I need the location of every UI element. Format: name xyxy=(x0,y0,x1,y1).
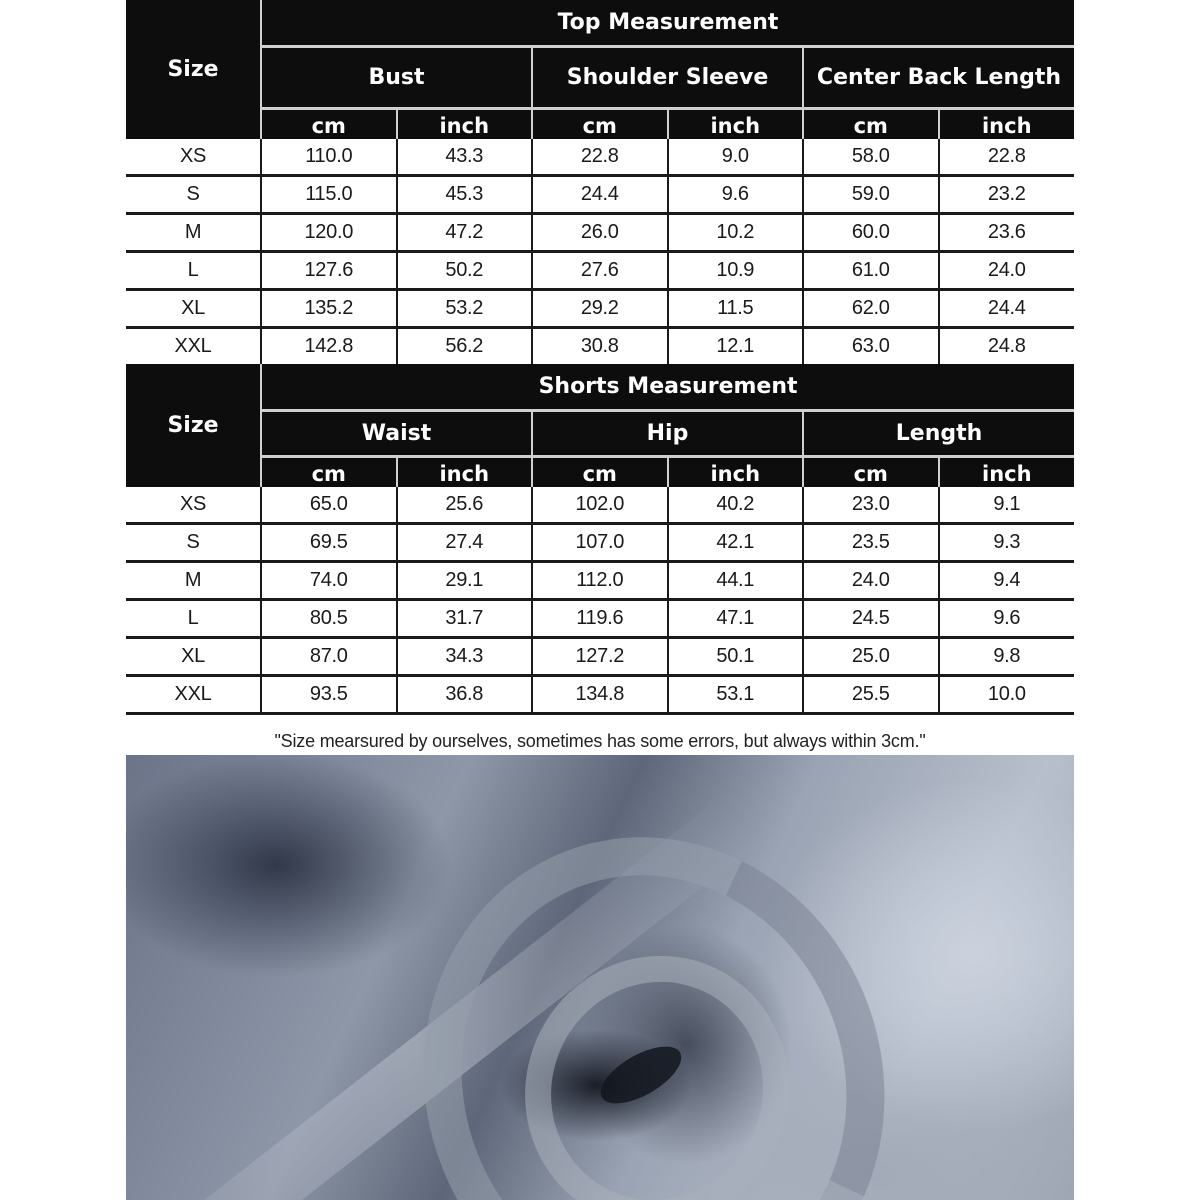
table-row xyxy=(126,638,1074,676)
table-cell: 10.0 xyxy=(939,676,1075,714)
table-cell: 9.6 xyxy=(668,176,804,214)
table-cell: 9.6 xyxy=(939,600,1075,638)
unit-header: inch xyxy=(397,457,533,488)
size-label: L xyxy=(126,252,261,290)
unit-header: cm xyxy=(261,109,397,140)
table-cell: 31.7 xyxy=(397,600,533,638)
table-row xyxy=(126,214,1074,252)
table-cell: 9.8 xyxy=(939,638,1075,676)
unit-header: cm xyxy=(532,457,668,488)
table-row xyxy=(126,252,1074,290)
table-cell: 119.6 xyxy=(532,600,668,638)
shorts-measurement-table xyxy=(126,364,1074,715)
measurement-disclaimer: "Size mearsured by ourselves, sometimes has some errors, but always within 3cm." xyxy=(274,731,926,751)
size-label: XL xyxy=(126,638,261,676)
table-cell: 45.3 xyxy=(397,176,533,214)
size-label: XS xyxy=(126,487,261,524)
top-measurement-table xyxy=(126,0,1074,364)
table-cell: 10.2 xyxy=(668,214,804,252)
table-cell: 27.4 xyxy=(397,524,533,562)
table-cell: 24.4 xyxy=(939,290,1075,328)
unit-header: cm xyxy=(803,109,939,140)
unit-header: cm xyxy=(532,109,668,140)
table-cell: 24.0 xyxy=(803,562,939,600)
group-header-bust: Bust xyxy=(261,47,532,109)
table-cell: 80.5 xyxy=(261,600,397,638)
table-cell: 56.2 xyxy=(397,328,533,365)
table-cell: 24.5 xyxy=(803,600,939,638)
table-cell: 102.0 xyxy=(532,487,668,524)
table-row xyxy=(126,524,1074,562)
table-cell: 10.9 xyxy=(668,252,804,290)
table-cell: 44.1 xyxy=(668,562,804,600)
table-cell: 26.0 xyxy=(532,214,668,252)
size-column-header: Size xyxy=(126,0,261,139)
unit-header: cm xyxy=(261,457,397,488)
table-row xyxy=(126,176,1074,214)
table-cell: 22.8 xyxy=(939,139,1075,176)
table-cell: 110.0 xyxy=(261,139,397,176)
group-header-length: Length xyxy=(803,411,1074,457)
fabric-photo xyxy=(126,755,1074,1200)
table-cell: 25.0 xyxy=(803,638,939,676)
table-title: Shorts Measurement xyxy=(261,364,1074,411)
size-label: XL xyxy=(126,290,261,328)
table-cell: 23.2 xyxy=(939,176,1075,214)
table-cell: 74.0 xyxy=(261,562,397,600)
table-cell: 69.5 xyxy=(261,524,397,562)
table-cell: 30.8 xyxy=(532,328,668,365)
table-cell: 9.4 xyxy=(939,562,1075,600)
table-cell: 142.8 xyxy=(261,328,397,365)
table-cell: 42.1 xyxy=(668,524,804,562)
table-cell: 120.0 xyxy=(261,214,397,252)
table-row xyxy=(126,487,1074,524)
size-label: M xyxy=(126,214,261,252)
table-cell: 127.6 xyxy=(261,252,397,290)
table-row xyxy=(126,328,1074,365)
table-cell: 24.0 xyxy=(939,252,1075,290)
unit-header: inch xyxy=(939,109,1075,140)
table-cell: 47.2 xyxy=(397,214,533,252)
table-cell: 29.2 xyxy=(532,290,668,328)
table-cell: 59.0 xyxy=(803,176,939,214)
table-cell: 115.0 xyxy=(261,176,397,214)
table-cell: 24.4 xyxy=(532,176,668,214)
table-cell: 22.8 xyxy=(532,139,668,176)
table-cell: 53.2 xyxy=(397,290,533,328)
table-cell: 23.6 xyxy=(939,214,1075,252)
table-cell: 25.5 xyxy=(803,676,939,714)
table-cell: 62.0 xyxy=(803,290,939,328)
unit-header: inch xyxy=(668,109,804,140)
table-cell: 11.5 xyxy=(668,290,804,328)
size-label: M xyxy=(126,562,261,600)
table-row xyxy=(126,676,1074,714)
table-cell: 50.1 xyxy=(668,638,804,676)
group-header-shoulder-sleeve: Shoulder Sleeve xyxy=(532,47,803,109)
size-label: XS xyxy=(126,139,261,176)
table-cell: 23.0 xyxy=(803,487,939,524)
table-cell: 60.0 xyxy=(803,214,939,252)
table-cell: 9.3 xyxy=(939,524,1075,562)
size-column-header: Size xyxy=(126,364,261,487)
table-cell: 58.0 xyxy=(803,139,939,176)
unit-header: cm xyxy=(803,457,939,488)
table-cell: 50.2 xyxy=(397,252,533,290)
table-cell: 87.0 xyxy=(261,638,397,676)
table-row xyxy=(126,290,1074,328)
table-cell: 112.0 xyxy=(532,562,668,600)
unit-header: inch xyxy=(397,109,533,140)
size-label: XXL xyxy=(126,328,261,365)
table-cell: 40.2 xyxy=(668,487,804,524)
table-cell: 36.8 xyxy=(397,676,533,714)
table-cell: 93.5 xyxy=(261,676,397,714)
table-cell: 29.1 xyxy=(397,562,533,600)
unit-header: inch xyxy=(668,457,804,488)
table-cell: 24.8 xyxy=(939,328,1075,365)
table-cell: 34.3 xyxy=(397,638,533,676)
table-cell: 12.1 xyxy=(668,328,804,365)
group-header-hip: Hip xyxy=(532,411,803,457)
table-cell: 47.1 xyxy=(668,600,804,638)
table-title: Top Measurement xyxy=(261,0,1074,47)
size-label: XXL xyxy=(126,676,261,714)
table-cell: 43.3 xyxy=(397,139,533,176)
table-cell: 25.6 xyxy=(397,487,533,524)
table-cell: 134.8 xyxy=(532,676,668,714)
unit-header: inch xyxy=(939,457,1075,488)
group-header-center-back-length: Center Back Length xyxy=(803,47,1074,109)
table-row xyxy=(126,139,1074,176)
table-cell: 127.2 xyxy=(532,638,668,676)
table-cell: 61.0 xyxy=(803,252,939,290)
size-label: S xyxy=(126,524,261,562)
size-label: S xyxy=(126,176,261,214)
table-cell: 53.1 xyxy=(668,676,804,714)
table-cell: 9.0 xyxy=(668,139,804,176)
size-chart xyxy=(126,0,1074,715)
table-row xyxy=(126,562,1074,600)
table-cell: 107.0 xyxy=(532,524,668,562)
table-cell: 9.1 xyxy=(939,487,1075,524)
group-header-waist: Waist xyxy=(261,411,532,457)
table-cell: 23.5 xyxy=(803,524,939,562)
table-cell: 135.2 xyxy=(261,290,397,328)
table-cell: 65.0 xyxy=(261,487,397,524)
table-cell: 63.0 xyxy=(803,328,939,365)
size-label: L xyxy=(126,600,261,638)
table-cell: 27.6 xyxy=(532,252,668,290)
table-row xyxy=(126,600,1074,638)
